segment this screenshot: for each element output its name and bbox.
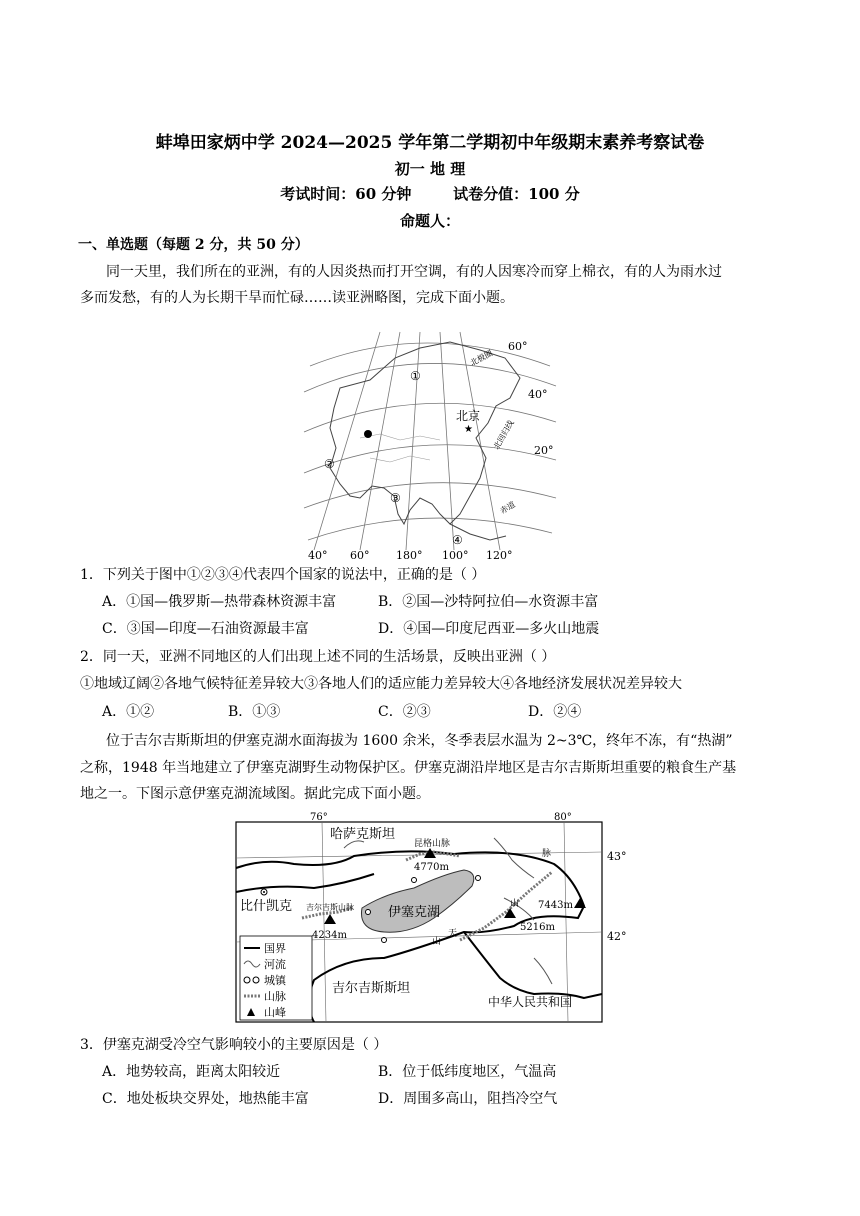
mai-label: 脉 — [542, 849, 552, 859]
q2-option-c[interactable]: C．②③ — [378, 704, 431, 720]
q1-option-b[interactable]: B．②国—沙特阿拉伯—水资源丰富 — [378, 594, 599, 610]
legend-town: 城镇 — [264, 974, 286, 987]
intro-line-1: 同一天里，我们所在的亚洲，有的人因炎热而打开空调，有的人因寒冷而穿上棉衣，有的人为雨水过 — [106, 264, 722, 280]
legend-range: 山脉 — [264, 990, 286, 1003]
q1-option-d[interactable]: D．④国—印度尼西亚—多火山地震 — [378, 621, 600, 637]
peak-4234-label: 4234m — [312, 930, 347, 941]
q3-option-c[interactable]: C．地处板块交界处，地热能丰富 — [102, 1091, 309, 1107]
legend-border: 国界 — [264, 942, 286, 955]
beijing-star-icon: ★ — [464, 424, 473, 435]
subject-line: 初一 地 理 — [394, 160, 466, 178]
q1-option-a[interactable]: A．①国—俄罗斯—热带森林资源丰富 — [102, 594, 337, 610]
lon-label-76: 76° — [310, 812, 328, 823]
peak-5216-label: 5216m — [520, 922, 555, 933]
q2-option-d[interactable]: D．②④ — [528, 704, 582, 720]
china-label: 中华人民共和国 — [488, 995, 573, 1009]
q3-option-a[interactable]: A．地势较高，距离太阳较近 — [102, 1064, 281, 1080]
kungey-range-label: 昆格山脉 — [414, 839, 451, 849]
tropic-label: 北回归线 — [491, 418, 516, 451]
q2-stem: 2．同一天，亚洲不同地区的人们出现上述不同的生活场景，反映出亚洲（ ） — [80, 649, 556, 665]
lat-label-43-outside: 43° — [607, 850, 627, 863]
tian-label: 天 — [448, 929, 458, 939]
q3-option-b[interactable]: B．位于低纬度地区，气温高 — [378, 1064, 557, 1080]
intro-line-2: 多而发愁，有的人为长期干旱而忙碌……读亚洲略图，完成下面小题。 — [80, 290, 514, 306]
issyk-kul-label: 伊塞克湖 — [388, 905, 441, 920]
q2-substem: ①地域辽阔②各地气候特征差异较大③各地人们的适应能力差异较大④各地经济发展状况差异较大 — [80, 676, 682, 692]
lon-label-40: 40° — [308, 549, 328, 562]
shan-label-1: 山 — [432, 937, 442, 947]
passage-line-2: 之称，1948 年当地建立了伊塞克湖野生动物保护区。伊塞克湖沿岸地区是吉尔吉斯斯坦重要的粮食生产基 — [80, 760, 737, 776]
q2-option-b[interactable]: B．①③ — [228, 704, 281, 720]
marker-1: ① — [410, 369, 421, 383]
author-line: 命题人： — [399, 212, 460, 230]
q3-option-d[interactable]: D．周围多高山，阻挡冷空气 — [378, 1091, 558, 1107]
marker-2: ② — [324, 457, 335, 471]
exam-title: 蚌埠田家炳中学 2024—2025 学年第二学期初中年级期末素养考察试卷 — [155, 133, 705, 153]
q2-option-a[interactable]: A．①② — [102, 704, 155, 720]
lon-label-80: 80° — [554, 812, 572, 823]
arctic-circle-label: 北极圈 — [468, 348, 495, 368]
legend-river: 河流 — [264, 958, 286, 971]
beijing-label: 北京 — [456, 409, 481, 423]
kazakhstan-label: 哈萨克斯坦 — [330, 827, 396, 842]
lat-label-40: 40° — [528, 388, 548, 401]
lat-label-60: 60° — [508, 340, 528, 353]
marker-4: ④ — [452, 533, 463, 547]
kyrgyz-range-label: 吉尔吉斯山脉 — [306, 903, 354, 912]
issyk-kul-map — [234, 808, 604, 1024]
lon-label-120: 120° — [486, 549, 513, 562]
lat-label-42-outside: 42° — [607, 930, 627, 943]
lat-label-20: 20° — [534, 444, 554, 457]
peak-4770-label: 4770m — [414, 862, 449, 873]
bishkek-label: 比什凯克 — [240, 899, 293, 914]
asia-map — [300, 328, 560, 564]
section-heading: 一、单选题（每题 2 分，共 50 分） — [78, 237, 309, 253]
q1-stem: 1．下列关于图中①②③④代表四个国家的说法中，正确的是（ ） — [80, 567, 486, 583]
lon-label-180: 180° — [396, 549, 423, 562]
passage-line-3: 地之一。下图示意伊塞克湖流域图。据此完成下面小题。 — [80, 786, 430, 802]
shan-label-2: 山 — [510, 899, 520, 909]
peak-7443-label: 7443m — [538, 900, 573, 911]
passage-line-1: 位于吉尔吉斯斯坦的伊塞克湖水面海拔为 1600 余米，冬季表层水温为 2~3℃，终年不冻，有“热湖” — [106, 733, 733, 749]
equator-label: 赤道 — [498, 499, 517, 516]
marker-3: ③ — [390, 491, 401, 505]
dot-marker — [364, 430, 372, 438]
q3-stem: 3．伊塞克湖受冷空气影响较小的主要原因是（ ） — [80, 1037, 388, 1053]
exam-info: 考试时间：60 分钟 试卷分值：100 分 — [280, 185, 580, 203]
lon-label-60: 60° — [350, 549, 370, 562]
lon-label-100: 100° — [442, 549, 469, 562]
q1-option-c[interactable]: C．③国—印度—石油资源最丰富 — [102, 621, 309, 637]
kyrgyzstan-label: 吉尔吉斯斯坦 — [332, 981, 411, 996]
legend-peak: 山峰 — [264, 1006, 286, 1019]
